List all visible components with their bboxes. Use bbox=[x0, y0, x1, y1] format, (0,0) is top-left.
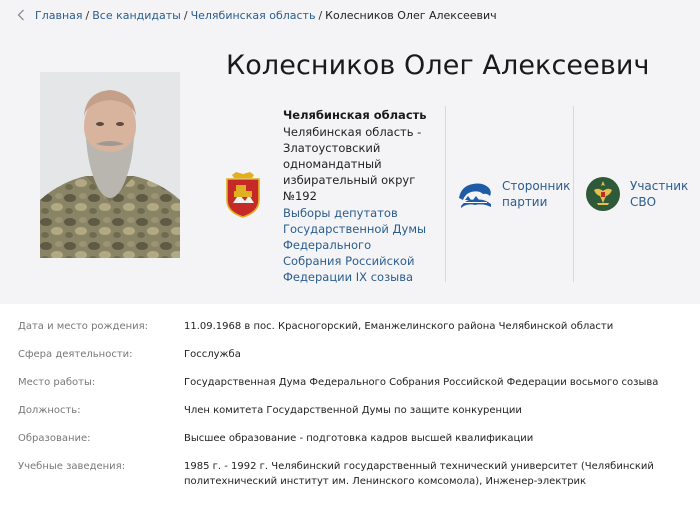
candidate-name: Колесников Олег Алексеевич bbox=[226, 50, 650, 81]
election-link[interactable]: Выборы депутатов Государственной Думы Федерального Собрания Российской Федерации IX созыва bbox=[283, 206, 427, 284]
detail-key: Образование: bbox=[18, 433, 91, 444]
detail-value: Член комитета Государственной Думы по защите конкуренции bbox=[184, 405, 522, 416]
army-emblem-icon bbox=[585, 176, 621, 212]
party-bear-icon bbox=[457, 176, 493, 212]
detail-value: Высшее образование - подготовка кадров высшей квалификации bbox=[184, 433, 534, 444]
chelyabinsk-coat-of-arms-icon bbox=[224, 172, 262, 218]
breadcrumb bbox=[14, 6, 497, 24]
detail-key: Место работы: bbox=[18, 377, 96, 388]
detail-value: 11.09.1968 в пос. Красногорский, Еманжелинского района Челябинской области bbox=[184, 321, 614, 332]
detail-key: Дата и место рождения: bbox=[18, 321, 149, 332]
breadcrumb-separator: / bbox=[183, 8, 188, 22]
divider bbox=[573, 106, 574, 282]
region-title: Челябинская область bbox=[283, 108, 427, 122]
divider bbox=[445, 106, 446, 282]
electoral-district: Челябинская область - Златоустовский одномандатный избирательный округ №192 bbox=[283, 125, 422, 203]
detail-value: Государственная Дума Федерального Собрания Российской Федерации восьмого созыва bbox=[184, 377, 659, 388]
chevron-left-icon[interactable] bbox=[14, 8, 28, 22]
detail-key: Учебные заведения: bbox=[18, 461, 126, 472]
breadcrumb-home[interactable]: Главная bbox=[35, 8, 83, 22]
candidate-photo bbox=[40, 72, 180, 258]
detail-key: Должность: bbox=[18, 405, 81, 416]
detail-key: Сфера деятельности: bbox=[18, 349, 133, 360]
svo-participant-label: Участник СВО bbox=[630, 179, 689, 209]
detail-value: 1985 г. - 1992 г. Челябинский государственный технический университет (Челябинский политехнический институт им. Ленинского комсомола), Инженер-электрик bbox=[184, 461, 654, 487]
svo-participant-badge bbox=[585, 176, 700, 212]
detail-value: Госслужба bbox=[184, 349, 241, 360]
breadcrumb-separator: / bbox=[318, 8, 323, 22]
party-supporter-badge bbox=[457, 176, 580, 212]
region-block bbox=[283, 107, 433, 285]
breadcrumb-separator: / bbox=[85, 8, 90, 22]
breadcrumb-all-candidates[interactable]: Все кандидаты bbox=[92, 8, 181, 22]
breadcrumb-current: Колесников Олег Алексеевич bbox=[325, 8, 497, 22]
breadcrumb-region[interactable]: Челябинская область bbox=[190, 8, 316, 22]
party-supporter-label: Сторонник партии bbox=[502, 179, 571, 209]
